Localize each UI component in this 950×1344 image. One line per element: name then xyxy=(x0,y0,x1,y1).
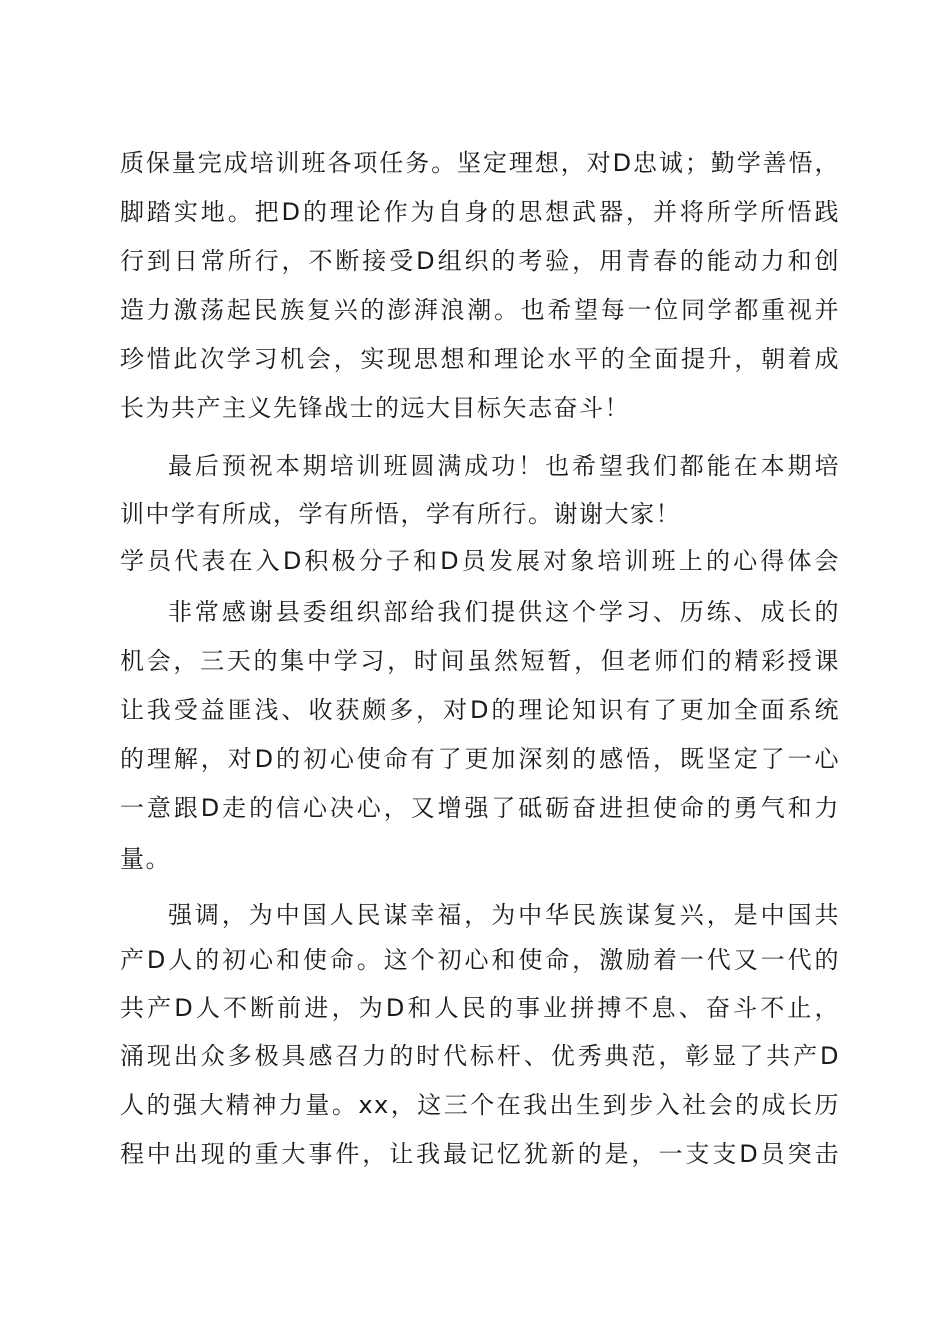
text-line: 长为共产主义先锋战士的远大目标矢志奋斗！ xyxy=(120,394,630,422)
text-line: 量。 xyxy=(120,845,171,873)
text-line: 产D人的初心和使命。这个初心和使命，激励着一代又一代的 xyxy=(120,946,840,974)
text-line: 造力激荡起民族复兴的澎湃浪潮。也希望每一位同学都重视并 xyxy=(120,296,840,324)
text-line: 训中学有所成，学有所悟，学有所行。谢谢大家！ xyxy=(120,500,681,528)
text-line: 共产D人不断前进，为D和人民的事业拼搏不息、奋斗不止， xyxy=(120,994,840,1022)
text-line: 机会，三天的集中学习，时间虽然短暂，但老师们的精彩授课 xyxy=(120,647,840,675)
text-line: 让我受益匪浅、收获颇多，对D的理论知识有了更加全面系统 xyxy=(120,696,840,724)
text-line: 人的强大精神力量。xx，这三个在我出生到步入社会的成长历 xyxy=(120,1091,840,1119)
text-line: 的理解，对D的初心使命有了更加深刻的感悟，既坚定了一心 xyxy=(120,745,840,773)
text-line: 涌现出众多极具感召力的时代标杆、优秀典范，彰显了共产D xyxy=(120,1042,840,1070)
text-line: 行到日常所行，不断接受D组织的考验，用青春的能动力和创 xyxy=(120,247,840,275)
text-line: 脚踏实地。把D的理论作为自身的思想武器，并将所学所悟践 xyxy=(120,198,840,226)
section-heading: 学员代表在入D积极分子和D员发展对象培训班上的心得体会 xyxy=(120,547,840,575)
text-line: 强调，为中国人民谋幸福，为中华民族谋复兴，是中国共 xyxy=(168,901,840,929)
text-line: 非常感谢县委组织部给我们提供这个学习、历练、成长的 xyxy=(168,598,840,626)
text-line: 质保量完成培训班各项任务。坚定理想，对D忠诚；勤学善悟， xyxy=(120,149,840,177)
text-line: 程中出现的重大事件，让我最记忆犹新的是，一支支D员突击 xyxy=(120,1140,840,1168)
text-line: 最后预祝本期培训班圆满成功！也希望我们都能在本期培 xyxy=(168,452,840,480)
text-line: 一意跟D走的信心决心，又增强了砥砺奋进担使命的勇气和力 xyxy=(120,794,840,822)
text-line: 珍惜此次学习机会，实现思想和理论水平的全面提升，朝着成 xyxy=(120,345,840,373)
